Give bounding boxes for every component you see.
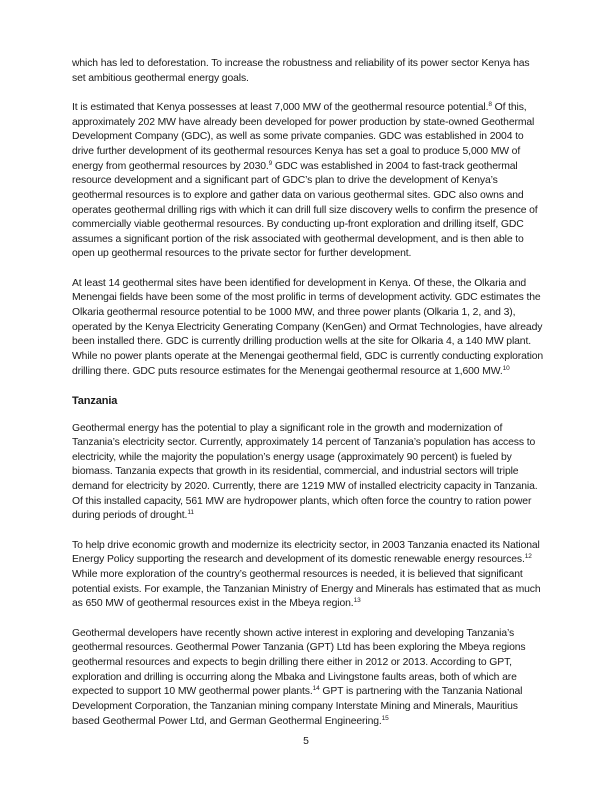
text-run: Geothermal energy has the potential to play a significant role in the growth and modernization of Tanzania’s electricity sector. Currently, approximately 14 percent of Tanzania’s population has access to electricity, while the majority the population’s energy usage (approximately 90 percent) is fueled by biomass. Tanzania expects that growth in its residential, commercial, and industrial sectors will triple demand for electricity by 2020. Currently, there are 1219 MW of installed electricity capacity in Tanzania. Of this installed capacity, 561 MW are hydropower plants, which often force the country to ration power during periods of drought. xyxy=(72,422,538,522)
text-run: Geothermal developers have recently shown active interest in exploring and developing Tanzania’s geothermal resources. Geothermal Power Tanzania (GPT) Ltd has been exploring the Mbeya regions geothermal resources and expects to begin drilling there either in 2012 or 2013. According to GPT, exploration and drilling is occurring along the Mbaka and Livingstone faults areas, both of which are expected to support 10 MW geothermal power plants. xyxy=(72,627,526,698)
text-run: At least 14 geothermal sites have been identified for development in Kenya. Of these, the Olkaria and Menengai fields have been some of the most prolific in terms of development activity. GDC estimates the Olkaria geothermal resource potential to be 1000 MW, and three power plants (Olkaria 1, 2, and 3), operated by the Kenya Electricity Generating Company (KenGen) and Ormat Technologies, have already been installed there. GDC is currently drilling production wells at the site for Olkaria 4, a 140 MW plant. While no power plants operate at the Menengai geothermal field, GDC is currently conducting exploration drilling there. GDC puts resource estimates for the Menengai geothermal resource at 1,600 MW. xyxy=(72,277,544,377)
footnote-ref-11[interactable]: 11 xyxy=(187,509,194,517)
page-number: 5 xyxy=(303,736,309,747)
text-run: While more exploration of the country’s geothermal resources is needed, it is believed that significant potential exists. For example, the Tanzanian Ministry of Energy and Minerals has estimated that as much as 650 MW of geothermal resources exist in the Mbeya region. xyxy=(72,569,541,610)
footnote-ref-13[interactable]: 13 xyxy=(353,597,361,605)
text-run: GPT is partnering with the Tanzania National Development Corporation, the Tanzanian mining company Interstate Mining and Minerals, Mauritius based Geothermal Power Ltd, and German Geothermal Engineering. xyxy=(72,686,523,727)
paragraph-tanzania-developers xyxy=(72,627,544,730)
text-run: Of this, approximately 202 MW have already been developed for power production by state-owned Geothermal Development Company (GDC), as well as some private companies. GDC was established in 2004 to drive further development of its geothermal resources Kenya has set a goal to produce 5,000 MW of energy from geothermal resources by 2030. xyxy=(72,101,535,172)
text-run: It is estimated that Kenya possesses at least 7,000 MW of the geothermal resource potential. xyxy=(72,101,489,113)
paragraph-tanzania-policy xyxy=(72,539,544,612)
section-heading-tanzania: Tanzania xyxy=(72,394,118,407)
text-run: GDC was established in 2004 to fast-track geothermal resource development and a significant part of GDC’s plan to drive the development of Kenya’s geothermal resources is to explore and gather data on various geothermal sites. GDC also owns and operates geothermal drilling rigs with which it can drill full size discovery wells to confirm the presence of commercially viable geothermal resources. By conducting up-front exploration and drilling itself, GDC assumes a significant portion of the risk associated with geothermal development, and is then able to open up geothermal resources to the private sector for further development. xyxy=(72,160,538,260)
paragraph-kenya-sites xyxy=(72,277,544,380)
paragraph-tanzania-intro xyxy=(72,422,544,525)
paragraph-kenya-potential xyxy=(72,101,544,262)
document-page xyxy=(72,57,544,744)
text-run: To help drive economic growth and modernize its electricity sector, in 2003 Tanzania enacted its National Energy Policy supporting the research and development of its domestic renewable energy resources. xyxy=(72,539,540,566)
footnote-ref-15[interactable]: 15 xyxy=(381,714,389,722)
footnote-ref-12[interactable]: 12 xyxy=(524,553,532,561)
footnote-ref-10[interactable]: 10 xyxy=(502,364,510,372)
footnote-ref-14[interactable]: 14 xyxy=(312,685,320,693)
paragraph-kenya-intro: which has led to deforestation. To increase the robustness and reliability of its power sector Kenya has set ambitious geothermal energy goals. xyxy=(72,58,530,84)
footnote-ref-8[interactable]: 8 xyxy=(488,100,492,108)
footnote-ref-9[interactable]: 9 xyxy=(268,159,273,167)
